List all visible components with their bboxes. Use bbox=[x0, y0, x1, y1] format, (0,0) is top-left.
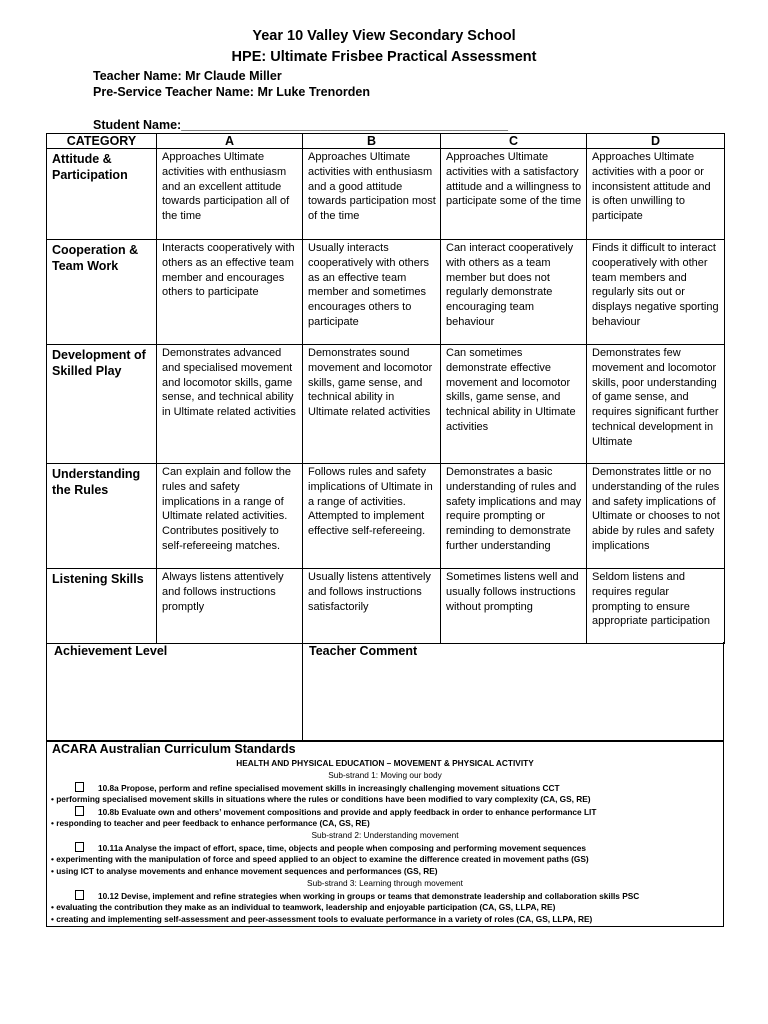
criteria-cell-b: Usually interacts cooperatively with others as an effective team member and sometimes encourages others to participate bbox=[303, 240, 441, 345]
category-cell: Understanding the Rules bbox=[47, 464, 157, 569]
standard-bullet: • using ICT to analyse movements and enhance movement sequences and performances (GS, RE) bbox=[51, 866, 438, 876]
criteria-cell-d: Demonstrates little or no understanding of the rules and safety implications of Ultimate or chooses to not abide by rules and safety implications bbox=[587, 464, 725, 569]
category-cell: Listening Skills bbox=[47, 569, 157, 644]
sub-strand-1-heading: Sub-strand 1: Moving our body bbox=[328, 770, 442, 780]
assessment-summary-box bbox=[46, 642, 724, 741]
assessment-title: HPE: Ultimate Frisbee Practical Assessment bbox=[231, 49, 537, 65]
category-cell: Cooperation & Team Work bbox=[47, 240, 157, 345]
sub-strand-3-heading: Sub-strand 3: Learning through movement bbox=[307, 878, 463, 888]
pre-service-teacher-name: Pre-Service Teacher Name: Mr Luke Trenorden bbox=[93, 85, 370, 99]
criteria-cell-c: Demonstrates a basic understanding of rules and safety implications and may require prompting or reminding to demonstrate further understanding bbox=[441, 464, 587, 569]
category-cell: Attitude & Participation bbox=[47, 149, 157, 240]
rubric-row-skilled-play bbox=[47, 345, 725, 464]
standard-bullet: • performing specialised movement skills in situations where the rules or conditions have been modified to vary complexity (CA, GS, RE) bbox=[51, 794, 591, 804]
column-header-d: D bbox=[587, 134, 725, 149]
criteria-cell-d: Seldom listens and requires regular prompting to ensure appropriate participation bbox=[587, 569, 725, 644]
acara-heading: ACARA Australian Curriculum Standards bbox=[52, 742, 296, 756]
criteria-cell-a: Always listens attentively and follows instructions promptly bbox=[157, 569, 303, 644]
criteria-cell-d: Finds it difficult to interact cooperatively with other team members and regularly sits out or displays negative sporting behaviour bbox=[587, 240, 725, 345]
criteria-cell-d: Approaches Ultimate activities with a poor or inconsistent attitude and is often unwilling to participate bbox=[587, 149, 725, 240]
checkbox-icon bbox=[75, 782, 84, 792]
achievement-level-label: Achievement Level bbox=[54, 644, 168, 658]
column-header-b: B bbox=[303, 134, 441, 149]
teacher-name: Teacher Name: Mr Claude Miller bbox=[93, 69, 282, 83]
criteria-cell-a: Interacts cooperatively with others as an effective team member and encourages others to participate bbox=[157, 240, 303, 345]
teacher-comment-label: Teacher Comment bbox=[309, 644, 418, 658]
summary-divider bbox=[302, 642, 303, 740]
standard-bullet: • evaluating the contribution they make as an individual to teamwork, leadership and enjoyable participation (CA, GS, LLPA, RE) bbox=[51, 902, 556, 912]
criteria-cell-c: Can interact cooperatively with others as a team member but does not regularly demonstrate encouraging team behaviour bbox=[441, 240, 587, 345]
standard-item: 10.11a Analyse the impact of effort, space, time, objects and people when composing and performing movement sequences bbox=[75, 842, 586, 854]
standard-item: 10.8b Evaluate own and others’ movement compositions and provide and apply feedback in order to enhance performance LIT bbox=[75, 806, 596, 818]
criteria-cell-b: Approaches Ultimate activities with enthusiasm and a good attitude towards participation most of the time bbox=[303, 149, 441, 240]
criteria-cell-a: Can explain and follow the rules and safety implications in a range of Ultimate related activities. Contributes positively to self-refereeing matches. bbox=[157, 464, 303, 569]
rubric-row-attitude bbox=[47, 149, 725, 240]
sub-strand-2-heading: Sub-strand 2: Understanding movement bbox=[311, 830, 459, 840]
rubric-row-listening bbox=[47, 569, 725, 644]
column-header-a: A bbox=[157, 134, 303, 149]
school-title: Year 10 Valley View Secondary School bbox=[252, 28, 516, 44]
criteria-cell-c: Approaches Ultimate activities with a satisfactory attitude and a willingness to participate some of the time bbox=[441, 149, 587, 240]
standard-item: 10.8a Propose, perform and refine specialised movement skills in increasingly challenging movement situations CCT bbox=[75, 782, 560, 794]
checkbox-icon bbox=[75, 806, 84, 816]
criteria-cell-c: Can sometimes demonstrate effective movement and locomotor skills, game sense, and technical ability in Ultimate activities bbox=[441, 345, 587, 464]
criteria-cell-a: Demonstrates advanced and specialised movement and locomotor skills, game sense, and technical ability in Ultimate related activities bbox=[157, 345, 303, 464]
criteria-cell-a: Approaches Ultimate activities with enthusiasm and an excellent attitude towards participation all of the time bbox=[157, 149, 303, 240]
acara-standards-box bbox=[46, 741, 724, 927]
criteria-cell-b: Usually listens attentively and follows instructions satisfactorily bbox=[303, 569, 441, 644]
rubric-header-row bbox=[47, 134, 725, 149]
student-name-field[interactable]: Student Name:_______________________________________________ bbox=[93, 118, 508, 132]
column-header-c: C bbox=[441, 134, 587, 149]
standard-bullet: • responding to teacher and peer feedback to enhance performance (CA, GS, RE) bbox=[51, 818, 370, 828]
checkbox-icon bbox=[75, 890, 84, 900]
category-cell: Development of Skilled Play bbox=[47, 345, 157, 464]
criteria-cell-c: Sometimes listens well and usually follows instructions without prompting bbox=[441, 569, 587, 644]
rubric-row-cooperation bbox=[47, 240, 725, 345]
column-header-category: CATEGORY bbox=[47, 134, 157, 149]
rubric-table bbox=[46, 133, 725, 644]
criteria-cell-d: Demonstrates few movement and locomotor skills, poor understanding of game sense, and requires significant further technical development in Ultimate bbox=[587, 345, 725, 464]
strand-heading: HEALTH AND PHYSICAL EDUCATION – MOVEMENT & PHYSICAL ACTIVITY bbox=[236, 758, 534, 768]
rubric-row-rules bbox=[47, 464, 725, 569]
criteria-cell-b: Follows rules and safety implications of Ultimate in a range of activities. Attempted to implement effective self-refereeing. bbox=[303, 464, 441, 569]
standard-bullet: • creating and implementing self-assessment and peer-assessment tools to evaluate performance in a variety of roles (CA, GS, LLPA, RE) bbox=[51, 914, 593, 924]
standard-bullet: • experimenting with the manipulation of force and speed applied to an object to examine the difference created in movement paths (GS) bbox=[51, 854, 589, 864]
standard-item: 10.12 Devise, implement and refine strategies when working in groups or teams that demonstrate leadership and collaboration skills PSC bbox=[75, 890, 639, 902]
criteria-cell-b: Demonstrates sound movement and locomotor skills, game sense, and technical ability in Ultimate related activities bbox=[303, 345, 441, 464]
checkbox-icon bbox=[75, 842, 84, 852]
